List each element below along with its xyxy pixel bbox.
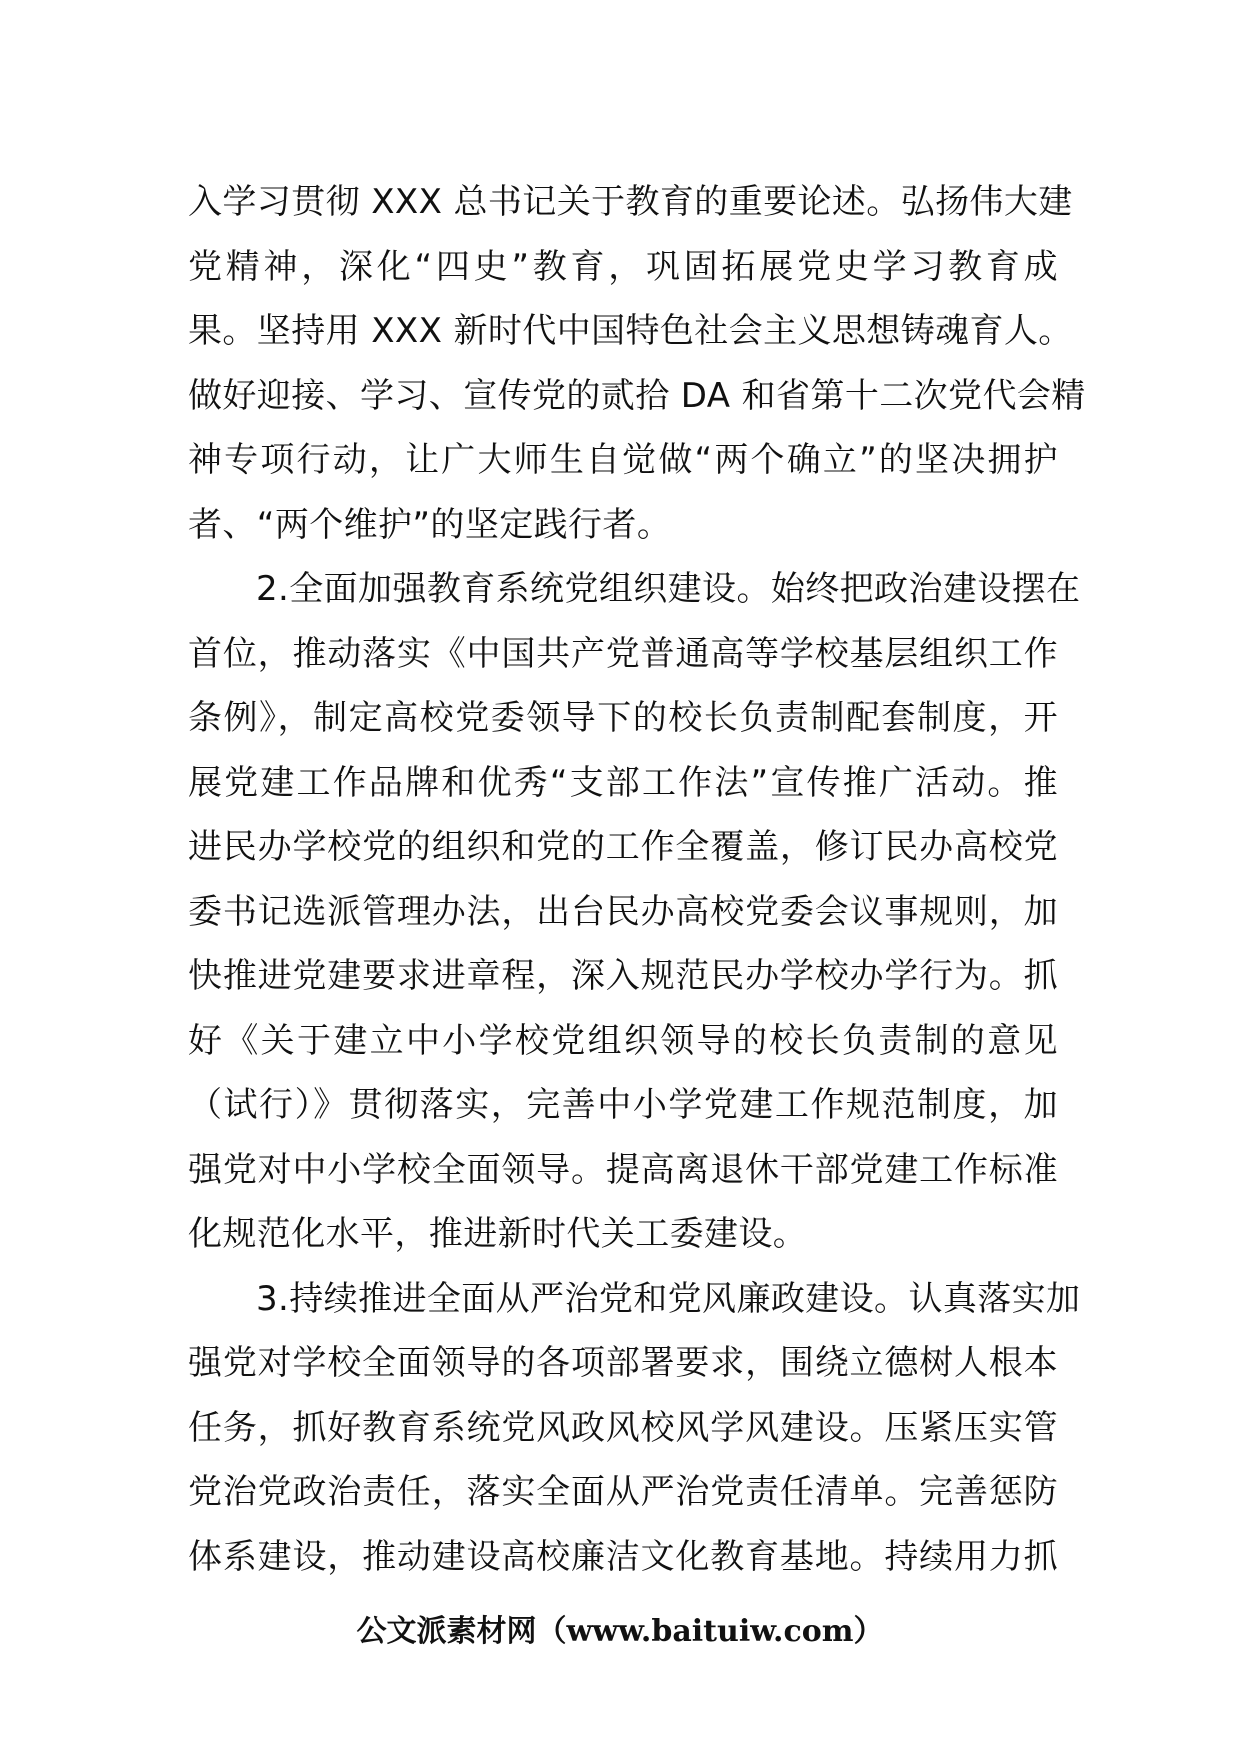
- paragraph: [188, 170, 1086, 557]
- text-line: 神专项行动，让广大师生自觉做“两个确立”的坚决拥护: [188, 440, 1058, 480]
- text-line: 党精神，深化“四史”教育，巩固拓展党史学习教育成: [188, 246, 1058, 287]
- paragraph: [188, 557, 1081, 1267]
- text-line: （试行）》贯彻落实，完善中小学党建工作规范制度，加: [188, 1085, 1058, 1125]
- document-body: [188, 170, 1086, 1589]
- paragraph: [188, 1267, 1081, 1590]
- text-line: 3.持续推进全面从严治党和党风廉政建设。认真落实加: [256, 1278, 1081, 1319]
- text-line: 强党对学校全面领导的各项部署要求，围绕立德树人根本: [188, 1343, 1058, 1383]
- text-line: 条例》，制定高校党委领导下的校长负责制配套制度，开: [188, 698, 1058, 738]
- text-line: 2.全面加强教育系统党组织建设。始终把政治建设摆在: [256, 569, 1081, 609]
- text-line: 进民办学校党的组织和党的工作全覆盖，修订民办高校党: [188, 827, 1058, 867]
- text-line: 体系建设，推动建设高校廉洁文化教育基地。持续用力抓: [188, 1536, 1058, 1577]
- text-line: 入学习贯彻 XXX 总书记关于教育的重要论述。弘扬伟大建: [188, 182, 1073, 222]
- text-line: 果。坚持用 XXX 新时代中国特色社会主义思想铸魂育人。: [188, 311, 1073, 351]
- text-line: 委书记选派管理办法，出台民办高校党委会议事规则，加: [188, 891, 1058, 932]
- text-line: 做好迎接、学习、宣传党的贰拾 DA 和省第十二次党代会精: [188, 375, 1086, 416]
- text-line: 化规范化水平，推进新时代关工委建设。: [188, 1214, 808, 1254]
- text-line: 快推进党建要求进章程，深入规范民办学校办学行为。抓: [188, 956, 1058, 996]
- text-line: 者、“两个维护”的坚定践行者。: [188, 504, 672, 545]
- text-line: 展党建工作品牌和优秀“支部工作法”宣传推广活动。推: [188, 762, 1058, 803]
- footer-watermark: 公文派素材网（www.baituiw.com）: [356, 1614, 884, 1649]
- text-line: 强党对中小学校全面领导。提高离退休干部党建工作标准: [188, 1149, 1058, 1190]
- text-line: 首位，推动落实《中国共产党普通高等学校基层组织工作: [188, 633, 1058, 674]
- text-line: 任务，抓好教育系统党风政风校风学风建设。压紧压实管: [188, 1407, 1058, 1448]
- text-line: 党治党政治责任，落实全面从严治党责任清单。完善惩防: [188, 1472, 1058, 1512]
- text-line: 好《关于建立中小学校党组织领导的校长负责制的意见: [188, 1020, 1058, 1061]
